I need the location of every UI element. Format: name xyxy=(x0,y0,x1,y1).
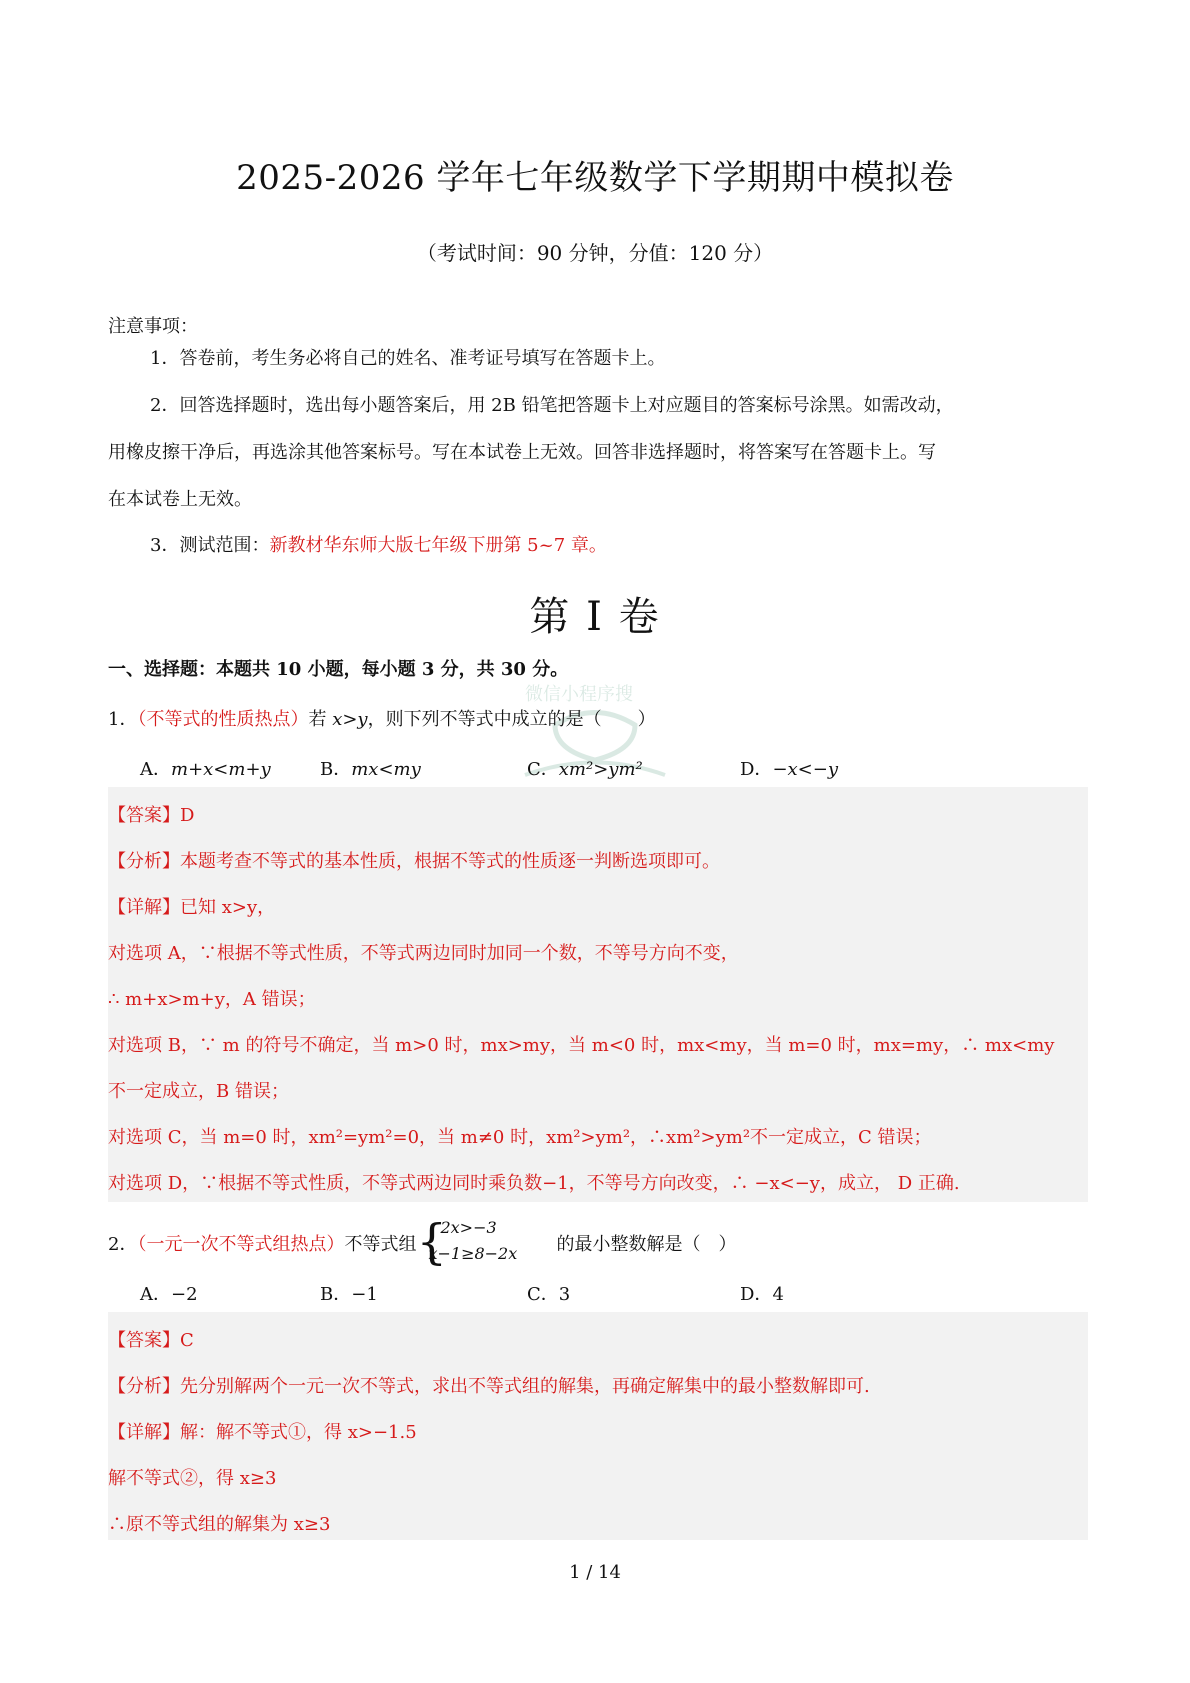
question-tag: （一元一次不等式组热点） xyxy=(137,1234,345,1255)
detail-line: 【详解】已知 x>y， xyxy=(108,897,276,918)
note-item-2: 2．回答选择题时，选出每小题答案后，用 2B 铅笔把答题卡上对应题目的答案标号涂黑。如需改动， xyxy=(150,395,954,416)
analysis: 【分析】本题考查不等式的基本性质，根据不等式的性质逐一判断选项即可。 xyxy=(108,851,720,872)
detail-line: 不一定成立，B 错误； xyxy=(108,1081,289,1102)
note-item-3: 3．测试范围：新教材华东师大版七年级下册第 5~7 章。 xyxy=(150,535,607,556)
detail-line: 对选项 C，当 m=0 时，xm²=ym²=0，当 m≠0 时，xm²>ym²，∴xm²>ym²不一定成立，C 错误； xyxy=(108,1127,932,1148)
detail-line: 【详解】解：解不等式①，得 x>−1.5 xyxy=(108,1422,417,1443)
option-d: D．−x<−y xyxy=(740,759,839,780)
detail-line: ∴ m+x>m+y，A 错误； xyxy=(108,989,316,1010)
page-number: 1 / 14 xyxy=(569,1562,621,1583)
detail-line: 对选项 B，∵ m 的符号不确定，当 m>0 时，mx>my，当 m<0 时，mx<my，当 m=0 时，mx=my，∴ mx<my xyxy=(108,1035,1055,1056)
question-1: 1．（不等式的性质热点）若 x>y，则下列不等式中成立的是（ ） xyxy=(108,709,656,730)
option-a: A．−2 xyxy=(140,1284,198,1305)
detail-line: ∴原不等式组的解集为 x≥3 xyxy=(108,1514,331,1535)
option-c: C．3 xyxy=(527,1284,571,1305)
detail-line: 对选项 D，∵根据不等式性质，不等式两边同时乘负数−1，不等号方向改变，∴ −x<−y，成立， D 正确. xyxy=(108,1173,960,1194)
inequality-system: { 2x>−3 x−1≥8−2x xyxy=(416,1214,518,1270)
option-c: C．xm²>ym² xyxy=(527,759,643,780)
answer: 【答案】C xyxy=(108,1330,194,1351)
exam-title: 2025-2026 学年七年级数学下学期期中模拟卷 xyxy=(236,158,954,198)
option-b: B．mx<my xyxy=(320,759,421,780)
section-title: 一、选择题：本题共 10 小题，每小题 3 分，共 30 分。 xyxy=(108,659,569,680)
question-tag: （不等式的性质热点） xyxy=(137,709,309,730)
note-item-2-end: 在本试卷上无效。 xyxy=(108,489,252,510)
note-item-1: 1．答卷前，考生务必将自己的姓名、准考证号填写在答题卡上。 xyxy=(150,348,666,369)
brace-icon: { xyxy=(416,1214,447,1270)
analysis: 【分析】先分别解两个一元一次不等式，求出不等式组的解集，再确定解集中的最小整数解即可. xyxy=(108,1376,870,1397)
detail-line: 对选项 A，∵根据不等式性质，不等式两边同时加同一个数，不等号方向不变， xyxy=(108,943,739,964)
question-2: 2．（一元一次不等式组热点）不等式组 { 2x>−3 x−1≥8−2x 的最小整数解是（ ） xyxy=(108,1214,737,1270)
test-scope: 新教材华东师大版七年级下册第 5~7 章。 xyxy=(269,535,607,556)
answer: 【答案】D xyxy=(108,805,195,826)
option-a: A．m+x<m+y xyxy=(140,759,271,780)
answer-box-2 xyxy=(108,1312,1088,1540)
notes-label: 注意事项： xyxy=(108,316,198,337)
note-item-2-cont: 用橡皮擦干净后，再选涂其他答案标号。写在本试卷上无效。回答非选择题时，将答案写在答题卡上。写 xyxy=(108,442,936,463)
exam-subtitle: （考试时间：90 分钟，分值：120 分） xyxy=(416,241,774,265)
option-d: D．4 xyxy=(740,1284,784,1305)
watermark-text: 微信小程序搜 xyxy=(525,684,633,705)
detail-line: 解不等式②，得 x≥3 xyxy=(108,1468,277,1489)
volume-title: 第 I 卷 xyxy=(529,594,661,640)
option-b: B．−1 xyxy=(320,1284,378,1305)
answer-box-1 xyxy=(108,787,1088,1202)
